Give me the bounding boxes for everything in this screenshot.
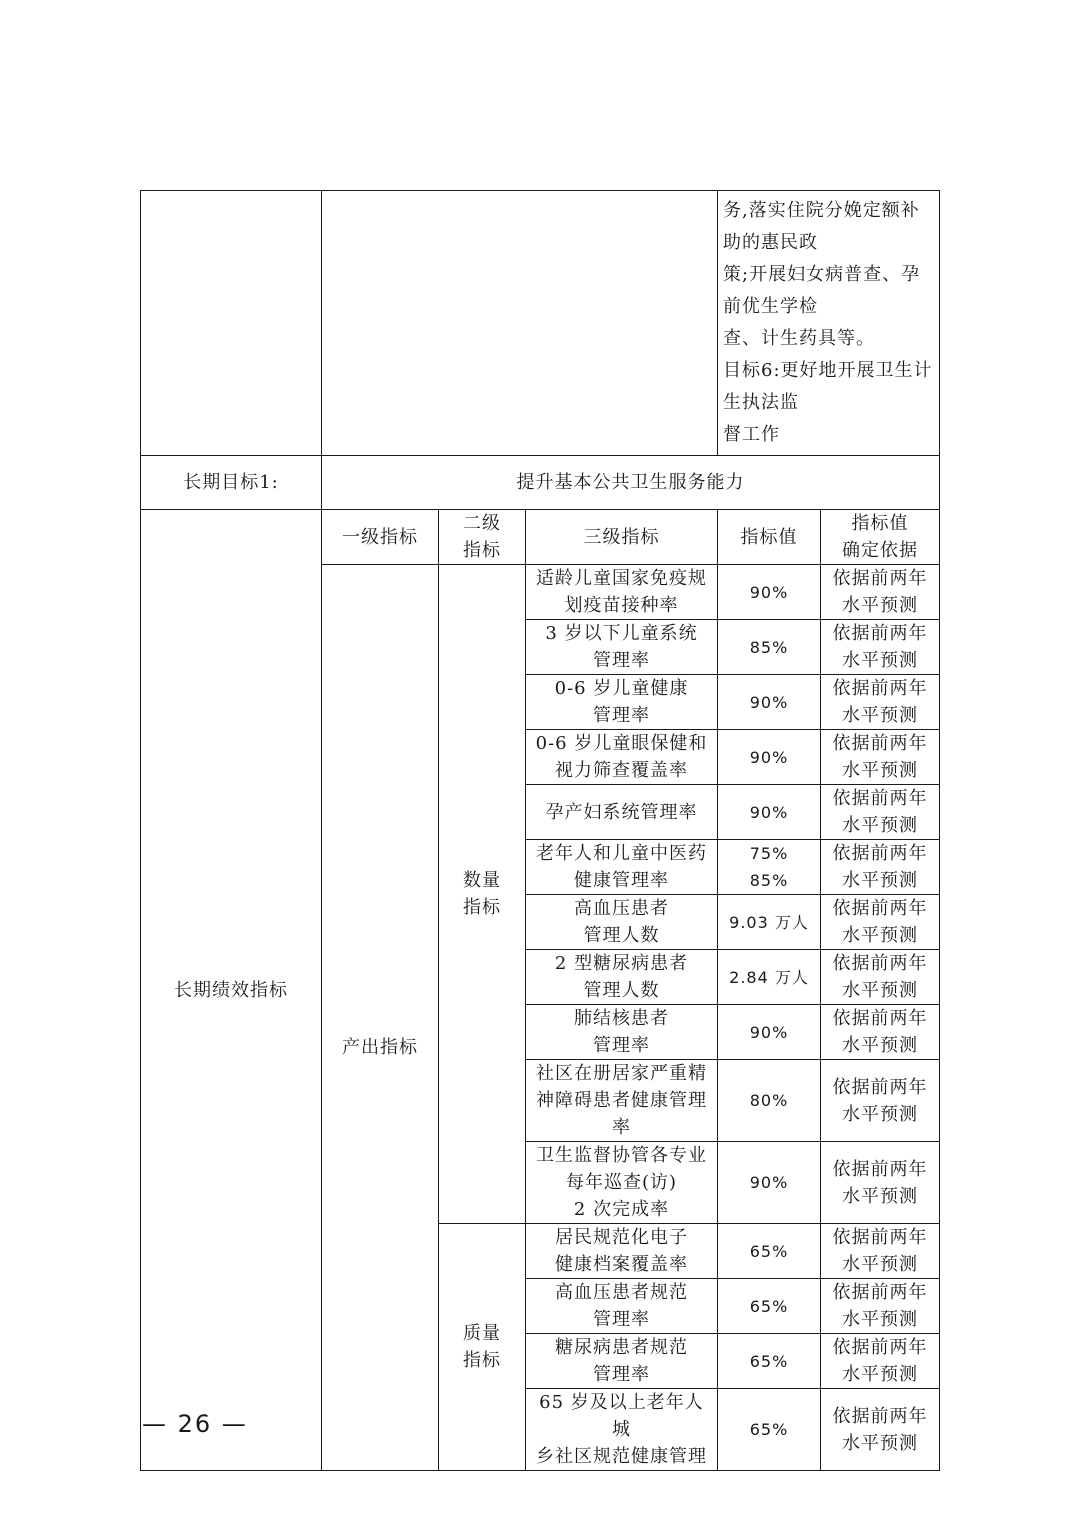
indicator-value: 65% <box>718 1389 821 1471</box>
level3-indicator: 0-6 岁儿童眼保健和 视力筛查覆盖率 <box>526 730 718 785</box>
continuation-row <box>141 191 940 456</box>
level1-indicator: 产出指标 <box>322 565 439 1471</box>
indicator-basis: 依据前两年 水平预测 <box>821 1060 940 1142</box>
level3-indicator: 高血压患者 管理人数 <box>526 895 718 950</box>
goal-continuation-text: 务,落实住院分娩定额补助的惠民政 策;开展妇女病普查、孕前优生学检 查、计生药具等。 目标6:更好地开展卫生计生执法监 督工作 <box>718 191 940 456</box>
level3-indicator: 糖尿病患者规范 管理率 <box>526 1334 718 1389</box>
header-value: 指标值 <box>718 510 821 565</box>
indicator-value: 90% <box>718 785 821 840</box>
indicator-basis: 依据前两年 水平预测 <box>821 895 940 950</box>
level3-indicator: 0-6 岁儿童健康 管理率 <box>526 675 718 730</box>
indicator-basis: 依据前两年 水平预测 <box>821 620 940 675</box>
indicator-value: 90% <box>718 565 821 620</box>
level2-indicator: 质量 指标 <box>439 1224 526 1471</box>
indicator-basis: 依据前两年 水平预测 <box>821 565 940 620</box>
long-term-goal-row <box>141 456 940 510</box>
indicator-basis: 依据前两年 水平预测 <box>821 1224 940 1279</box>
indicator-value: 90% <box>718 1005 821 1060</box>
empty-cell <box>322 191 718 456</box>
level3-indicator: 卫生监督协管各专业 每年巡查(访) 2 次完成率 <box>526 1142 718 1224</box>
performance-table <box>140 190 940 1471</box>
level3-indicator: 2 型糖尿病患者 管理人数 <box>526 950 718 1005</box>
indicator-basis: 依据前两年 水平预测 <box>821 950 940 1005</box>
indicator-value: 65% <box>718 1279 821 1334</box>
indicator-value: 85% <box>718 620 821 675</box>
indicator-basis: 依据前两年 水平预测 <box>821 1279 940 1334</box>
header-level1: 一级指标 <box>322 510 439 565</box>
level3-indicator: 3 岁以下儿童系统 管理率 <box>526 620 718 675</box>
level3-indicator: 高血压患者规范 管理率 <box>526 1279 718 1334</box>
header-row <box>141 510 940 565</box>
indicator-basis: 依据前两年 水平预测 <box>821 785 940 840</box>
indicator-value: 90% <box>718 730 821 785</box>
level3-indicator: 居民规范化电子 健康档案覆盖率 <box>526 1224 718 1279</box>
indicator-value: 90% <box>718 675 821 730</box>
page-number: — 26 — <box>142 1410 248 1438</box>
empty-cell <box>141 191 322 456</box>
header-level2: 二级 指标 <box>439 510 526 565</box>
indicator-basis: 依据前两年 水平预测 <box>821 1005 940 1060</box>
indicator-basis: 依据前两年 水平预测 <box>821 1334 940 1389</box>
level3-indicator: 老年人和儿童中医药 健康管理率 <box>526 840 718 895</box>
header-basis: 指标值 确定依据 <box>821 510 940 565</box>
indicator-basis: 依据前两年 水平预测 <box>821 1142 940 1224</box>
indicator-basis: 依据前两年 水平预测 <box>821 840 940 895</box>
indicator-value: 2.84 万人 <box>718 950 821 1005</box>
level3-indicator: 适龄儿童国家免疫规 划疫苗接种率 <box>526 565 718 620</box>
level3-indicator: 社区在册居家严重精 神障碍患者健康管理 率 <box>526 1060 718 1142</box>
indicator-value: 65% <box>718 1334 821 1389</box>
indicator-basis: 依据前两年 水平预测 <box>821 1389 940 1471</box>
section-label: 长期绩效指标 <box>141 510 322 1471</box>
level3-indicator: 肺结核患者 管理率 <box>526 1005 718 1060</box>
indicator-value: 90% <box>718 1142 821 1224</box>
indicator-value: 9.03 万人 <box>718 895 821 950</box>
long-term-goal-label: 长期目标1: <box>141 456 322 510</box>
level2-indicator: 数量 指标 <box>439 565 526 1224</box>
indicator-value: 65% <box>718 1224 821 1279</box>
indicator-basis: 依据前两年 水平预测 <box>821 730 940 785</box>
indicator-value: 75% 85% <box>718 840 821 895</box>
long-term-goal-value: 提升基本公共卫生服务能力 <box>322 456 940 510</box>
level3-indicator: 65 岁及以上老年人城 乡社区规范健康管理 <box>526 1389 718 1471</box>
header-level3: 三级指标 <box>526 510 718 565</box>
indicator-basis: 依据前两年 水平预测 <box>821 675 940 730</box>
level3-indicator: 孕产妇系统管理率 <box>526 785 718 840</box>
indicator-value: 80% <box>718 1060 821 1142</box>
